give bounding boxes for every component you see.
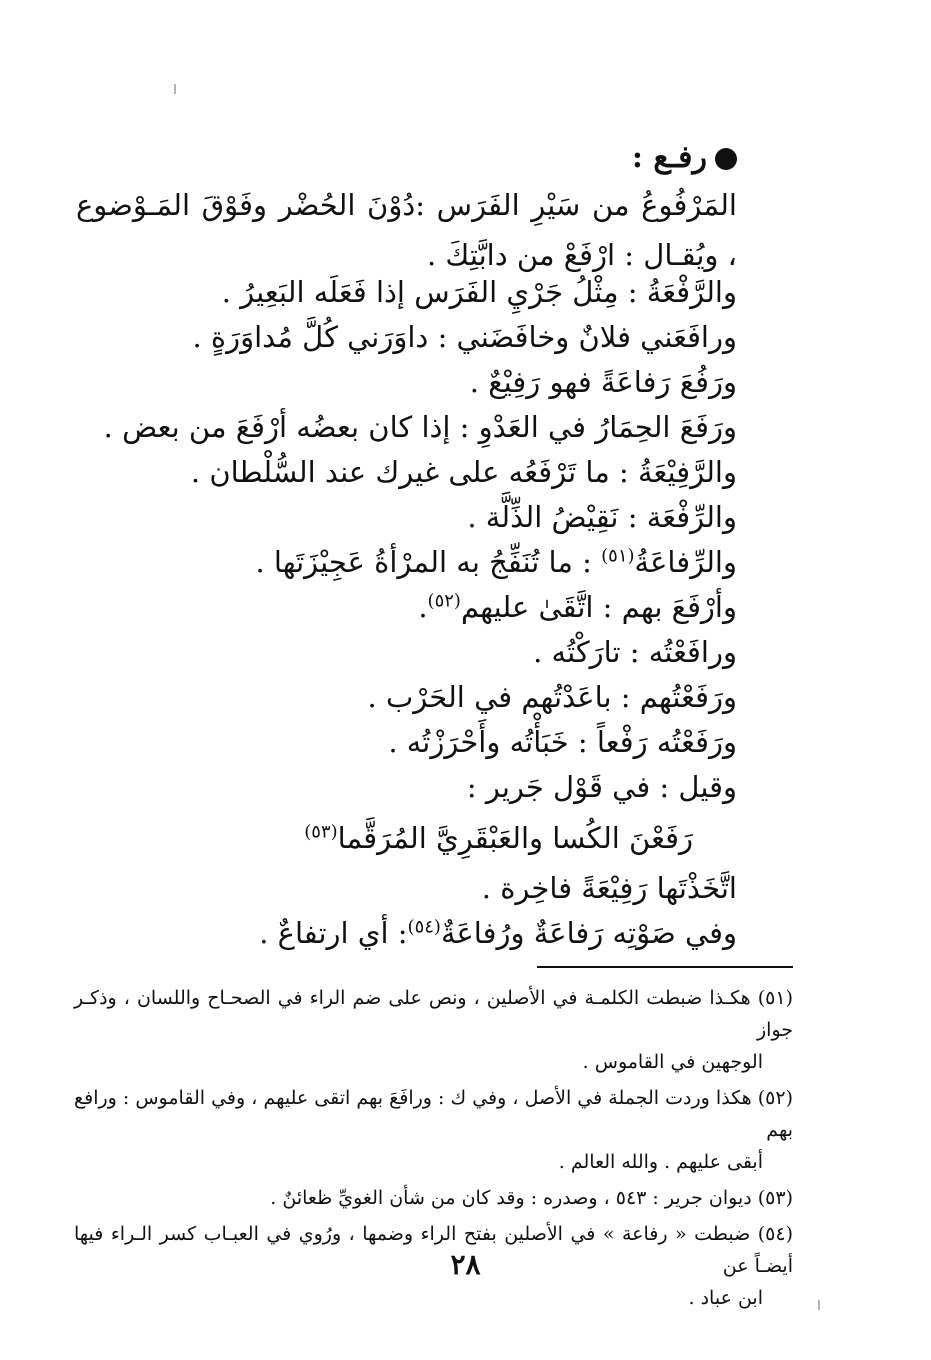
entry-line: وقيل : في قَوْل جَرير : — [466, 770, 737, 804]
entry-line: ورَفَعْتُهم : باعَدْتُهم في الحَرْب . — [367, 680, 737, 714]
bullet-icon — [715, 148, 737, 170]
footnote: (٥١) هكـذا ضبطت الكلمـة في الأصلين ، ونص على ضم الراء في الصحـاح واللسان ، وذكـر جواز الوجهين في القاموس . — [74, 987, 793, 1073]
footnote: (٥٤) ضبطت « رفاعة » في الأصلين بفتح الراء وضمها ، ورُوي في العبـاب كسر الـراء فيها أيضـاً عن ابن عباد . — [74, 1223, 793, 1309]
entry-heading — [632, 140, 737, 176]
footnote: (٥٢) هكذا وردت الجملة في الأصل ، وفي ك : ورافَعَ بهم اتقى عليهم ، وفي القاموس : ورافع بهم أبقى عليهم . والله العالم . — [74, 1087, 793, 1173]
entry-line: ورَفُعَ رَفاعَةً فهو رَفِيْعٌ . — [469, 365, 737, 399]
heading-text: رفـع : — [631, 140, 707, 175]
footnote-ref: (٥١) — [601, 545, 635, 567]
entry-line: ورافَعْتُه : تارَكْتُه . — [533, 635, 737, 669]
intro-paragraph: المَرْفُوعُ من سَيْرِ الفَرَس :دُوْنَ الحُضْر وفَوْقَ المَـوْضوع ، ويُقـال : ارْفَعْ من دابَّتِكَ . — [76, 188, 737, 272]
footnote-ref: (٥٤) — [407, 916, 441, 938]
entry-line: وفي صَوْتِه رَفاعَةٌ ورُفاعَةٌ$^{(٥٤)}$: أي ارتفاعٌ . — [259, 916, 737, 950]
entry-line: والرِّفْعَة : نَقِيْضُ الذِّلَّة . — [467, 500, 737, 534]
entry-line: ورَفَعْتُه رَفْعاً : خَبَأْتُه وأَحْرَزْتُه . — [388, 725, 737, 759]
footnote-ref: (٥٣) — [304, 821, 338, 843]
entry-line: والرِّفاعَةُ$^{(٥١)}$ : ما تُنَفِّجُ به المرْأةُ عَجِيْزَتَها . — [255, 545, 737, 579]
entry-line: والرَّفْعَةُ : مِثْلُ جَرْيِ الفَرَس إذا فَعَلَه البَعِيرُ . — [221, 275, 737, 309]
entries-list — [103, 270, 737, 956]
scan-mark-top — [174, 84, 176, 94]
entry-line: ورافَعَني فلانٌ وخافَضَني : داوَرَني كُلَّ مُداوَرَةٍ . — [192, 320, 737, 354]
entry-line: وأرْفَعَ بهم : اتَّقَىٰ عليهم$^{(٥٢)}$. — [418, 590, 737, 624]
footnote-divider — [537, 966, 793, 968]
page-number: ٢٨ — [450, 1248, 481, 1281]
footnote: (٥٣) ديوان جرير : ٥٤٣ ، وصدره : وقد كان من شأن الغويِّ ظعائنٌ . — [270, 1187, 793, 1209]
entry-line: اتَّخَذْتَها رَفِيْعَةً فاخِرة . — [481, 871, 737, 905]
entry-line: والرَّفِيْعَةُ : ما تَرْفَعُه على غيرك عند السُّلْطان . — [190, 455, 737, 489]
verse-line: رَفَعْنَ الكُسا والعَبْقَرِيَّ المُرَقَّما$^{(٥٣)}$ — [304, 821, 693, 855]
footnote-ref: (٥٢) — [427, 590, 461, 612]
entry-line: ورَفَعَ الحِمَارُ في العَدْوِ : إذا كان بعضُه أرْفَعَ من بعض . — [103, 410, 737, 444]
scan-mark-bottom — [818, 1300, 820, 1310]
